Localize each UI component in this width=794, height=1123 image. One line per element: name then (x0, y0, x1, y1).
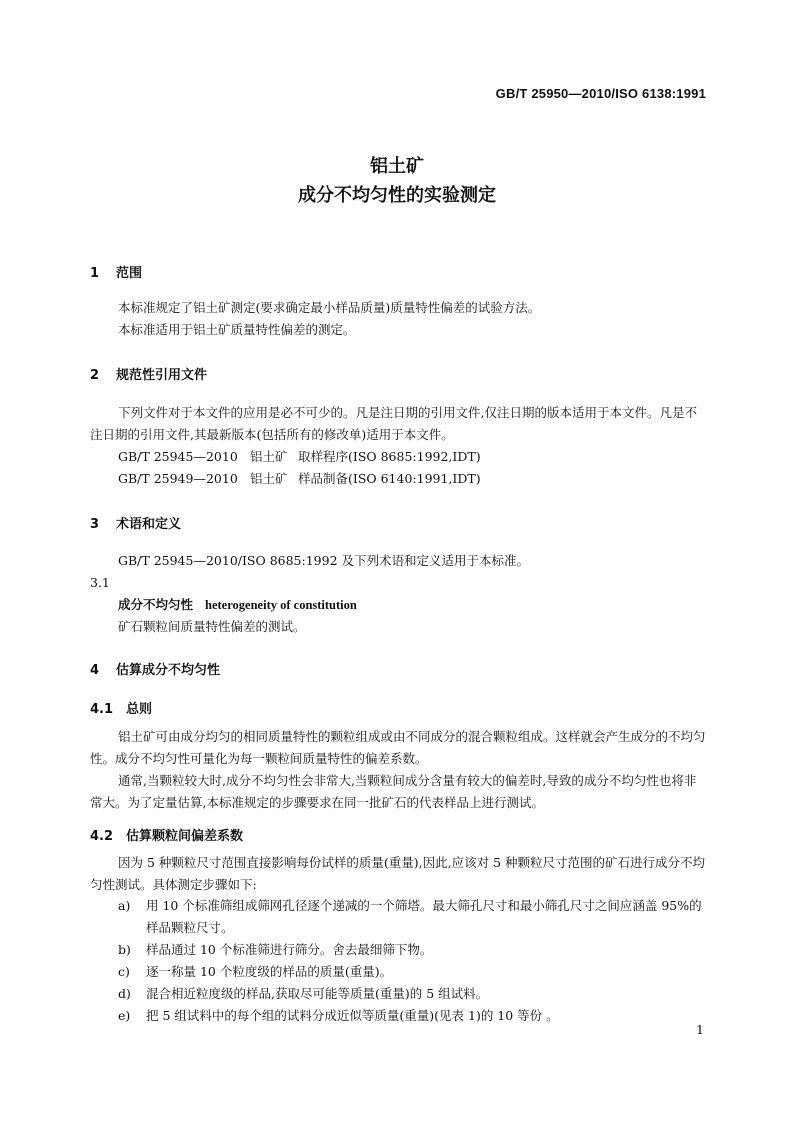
section-1-paragraph-1: 本标准规定了铝土矿测定(要求确定最小样品质量)质量特性偏差的试验方法。 (118, 300, 541, 315)
page-number: 1 (696, 1022, 704, 1037)
term-definition: 矿石颗粒间质量特性偏差的测试。 (118, 619, 306, 634)
standard-code: GB/T 25950—2010/ISO 6138:1991 (495, 86, 706, 101)
term-number: 3.1 (90, 575, 110, 590)
section-4-1-paragraph-1: 铝土矿可由成分均匀的相同质量特性的颗粒组成或由不同成分的混合颗粒组成。这样就会产生成分的不均匀性。成分不均匀性可量化为每一颗粒间质量特性的偏差系数。 (90, 729, 706, 766)
section-4-2-paragraph-1: 因为 5 种颗粒尺寸范围直接影响每份试样的质量(重量),因此,应该对 5 种颗粒尺寸范围的矿石进行成分不均匀性测试。具体测定步骤如下: (90, 855, 706, 892)
section-1-paragraph-2: 本标准适用于铝土矿质量特性偏差的测定。 (118, 322, 356, 337)
title-line-2: 成分不均匀性的实验测定 (298, 185, 496, 206)
reference-item: GB/T 25945—2010 铝土矿 取样程序(ISO 8685:1992,IDT) (118, 449, 481, 464)
term-entry: 成分不均匀性 heterogeneity of constitution (118, 597, 357, 612)
reference-item: GB/T 25949—2010 铝土矿 样品制备(ISO 6140:1991,IDT) (118, 471, 481, 486)
section-1-heading: 1 范围 (90, 266, 143, 281)
section-4-heading: 4 估算成分不均匀性 (90, 663, 221, 678)
section-4-2-heading: 4.2 估算颗粒间偏差系数 (90, 829, 244, 844)
title-line-1: 铝土矿 (370, 156, 424, 177)
section-2-heading: 2 规范性引用文件 (90, 368, 208, 383)
section-3-paragraph-1: GB/T 25945—2010/ISO 8685:1992 及下列术语和定义适用于本标准。 (118, 553, 530, 568)
section-3-heading: 3 术语和定义 (90, 517, 182, 532)
section-4-1-heading: 4.1 总则 (90, 702, 153, 717)
section-2-paragraph-1: 下列文件对于本文件的应用是必不可少的。凡是注日期的引用文件,仅注日期的版本适用于本文件。凡是不注日期的引用文件,其最新版本(包括所有的修改单)适用于本文件。 (90, 405, 697, 442)
section-4-1-paragraph-2: 通常,当颗粒较大时,成分不均匀性会非常大,当颗粒间成分含量有较大的偏差时,导致的成分不均匀性也将非常大。为了定量估算,本标准规定的步骤要求在同一批矿石的代表样品上进行测试。 (90, 773, 697, 810)
